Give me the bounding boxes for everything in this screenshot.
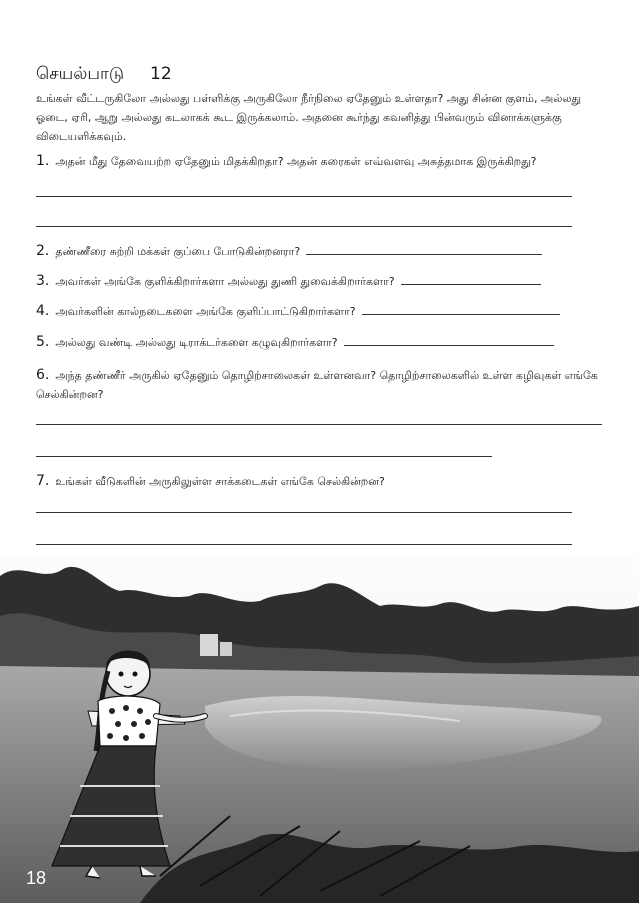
activity-title-text: செயல்பாடு <box>36 64 125 84</box>
question-text: உங்கள் வீடுகளின் அருகிலுள்ள சாக்கடைகள் எங்கே செல்கின்றன? <box>55 475 385 488</box>
question-text: அதன் மீது தேவையற்ற ஏதேனும் மிதக்கிறதா? அதன் கரைகள் எவ்வளவு அசுத்தமாக இருக்கிறது? <box>55 155 537 168</box>
answer-line[interactable] <box>36 226 572 227</box>
page-number: 18 <box>26 868 47 888</box>
intro-paragraph: உங்கள் வீட்டருகிலோ அல்லது பள்ளிக்கு அருகிலோ நீர்நிலை ஏதேனும் உள்ளதா? அது சின்ன குளம், அல்லது ஓடை, ஏரி, ஆறு அல்லது கடலாகக் கூட இருக்கலாம். அதனை கூர்ந்து கவனித்து பின்வரும் வினாக்களுக்கு விடையளிக்கவும். <box>36 92 582 143</box>
pond-scene-image <box>0 556 639 903</box>
question-7 <box>36 472 606 491</box>
answer-line[interactable] <box>401 272 541 285</box>
question-text: அவர்களின் கால்நடைகளை அங்கே குளிப்பாட்டுகிறார்களா? <box>55 305 356 318</box>
question-number: 3. <box>36 273 50 289</box>
question-3 <box>36 272 606 291</box>
answer-line[interactable] <box>344 333 554 346</box>
activity-title <box>36 64 172 86</box>
question-number: 4. <box>36 303 50 319</box>
answer-line[interactable] <box>36 544 572 545</box>
answer-line[interactable] <box>36 512 572 513</box>
answer-line[interactable] <box>306 242 542 255</box>
question-5 <box>36 333 606 352</box>
question-text: தண்ணீரை சுற்றி மக்கள் குப்பை போடுகின்றனரா? <box>55 245 301 258</box>
question-number: 6. <box>36 367 50 383</box>
question-2 <box>36 242 606 261</box>
answer-line[interactable] <box>36 196 572 197</box>
question-number: 2. <box>36 243 50 259</box>
activity-number: 12 <box>150 64 172 84</box>
question-number: 5. <box>36 334 50 350</box>
question-1 <box>36 152 606 171</box>
question-number: 1. <box>36 153 50 169</box>
question-4 <box>36 302 606 321</box>
question-text: அந்த தண்ணீர் அருகில் ஏதேனும் தொழிற்சாலைகள் உள்ளனவா? தொழிற்சாலைகளில் உள்ள கழிவுகள் எங்கே செல்கின்றன? <box>36 369 598 401</box>
pond-photo <box>0 556 639 903</box>
question-6 <box>36 366 606 404</box>
answer-line[interactable] <box>36 424 602 425</box>
question-text: அவர்கள் அங்கே குளிக்கிறார்களா அல்லது துணி துவைக்கிறார்களா? <box>55 275 395 288</box>
answer-line[interactable] <box>36 456 492 457</box>
question-number: 7. <box>36 473 50 489</box>
question-text: அல்லது வண்டி அல்லது டிராக்டர்களை கழுவுகிறார்களா? <box>55 336 338 349</box>
answer-line[interactable] <box>362 302 560 315</box>
